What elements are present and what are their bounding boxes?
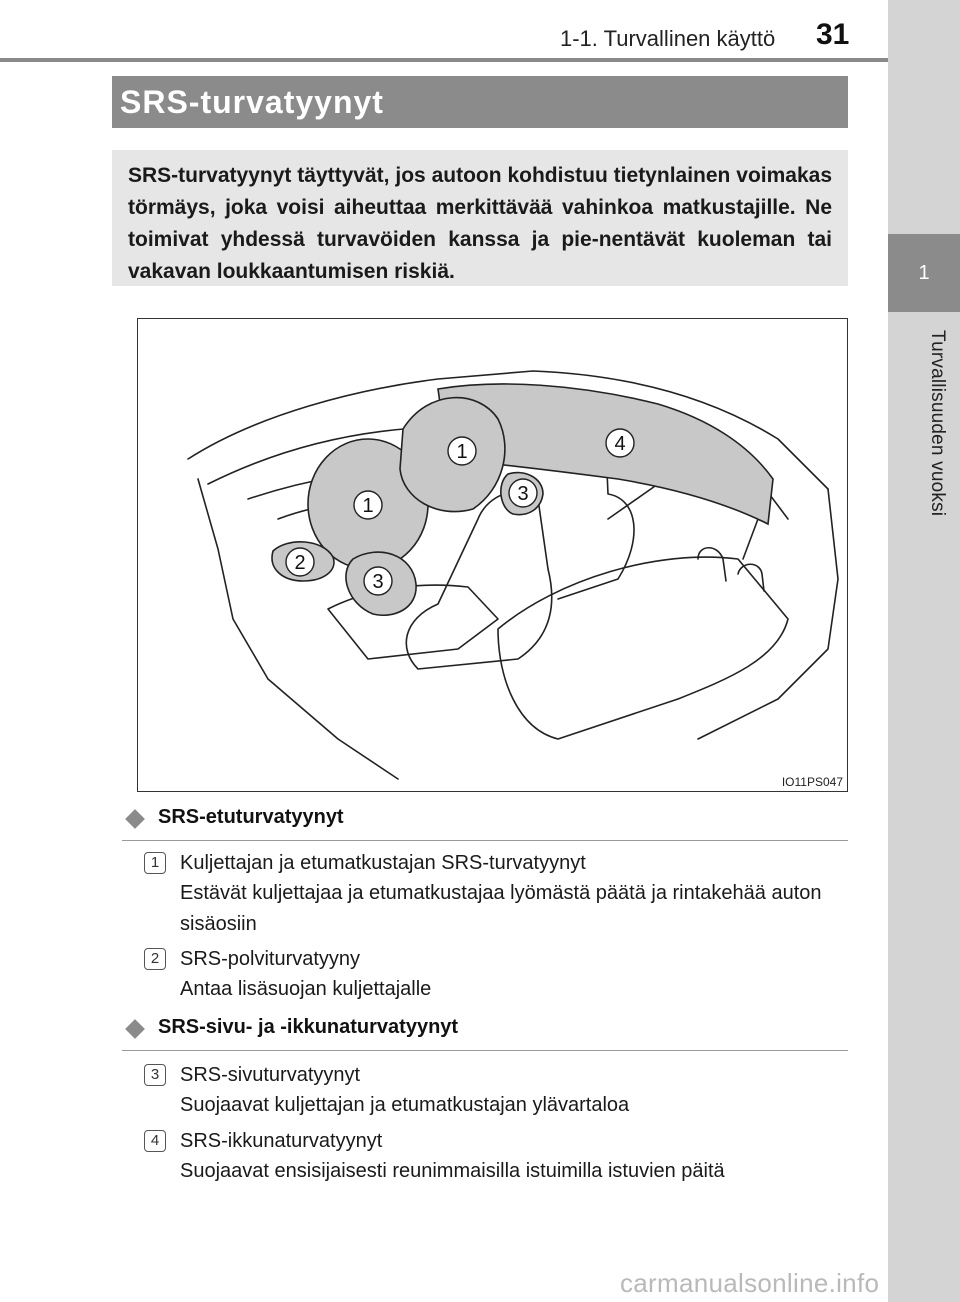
item-number-badge: 2 (144, 948, 166, 970)
diamond-bullet-icon (125, 809, 145, 829)
page-title: SRS-turvatyynyt (120, 84, 384, 120)
item-number-badge: 4 (144, 1130, 166, 1152)
title-banner (112, 76, 848, 128)
section-heading-label: SRS-sivu- ja -ikkunaturvatyynyt (158, 1016, 459, 1038)
item-title: SRS-ikkunaturvatyynyt (180, 1130, 383, 1152)
section-title: 1-1. Turvallinen käyttö (560, 26, 776, 51)
airbag-illustration (137, 318, 848, 792)
item-description: Antaa lisäsuojan kuljettajalle (180, 978, 432, 1000)
callout-label: 1 (362, 495, 374, 517)
callout-label: 3 (372, 571, 384, 593)
side-tab-strip (888, 0, 960, 1302)
chapter-label: Turvallisuuden vuoksi (927, 330, 948, 517)
intro-text: SRS-turvatyynyt täyttyvät, jos autoon kohdistuu tietynlainen voimakas törmäys, joka voisi aiheuttaa merkittävää vahinkoa matkustajille. Ne toimivat yhdessä turvavöiden kanssa ja pie-nentävät kuoleman tai vakavan loukkaantumisen riskiä. (128, 164, 832, 283)
list-item (144, 944, 854, 1006)
header-rule (0, 58, 888, 62)
figure-code: IO11PS047 (781, 775, 843, 789)
chapter-tab[interactable]: 1 (888, 234, 960, 312)
car-interior-drawing (138, 319, 847, 791)
intro-box (112, 150, 848, 286)
callout-label: 3 (517, 483, 529, 505)
list-item (144, 848, 854, 938)
callout-label: 4 (614, 433, 626, 455)
watermark: carmanualsonline.info (620, 1268, 880, 1298)
item-number-badge: 1 (144, 852, 166, 874)
item-title: SRS-polviturvatyyny (180, 948, 361, 970)
list-item (144, 1060, 854, 1122)
callout-label: 2 (294, 552, 306, 574)
item-description: Suojaavat kuljettajan ja etumatkustajan ylävartaloa (180, 1094, 630, 1116)
item-number-badge: 3 (144, 1064, 166, 1086)
item-title: SRS-sivuturvatyynyt (180, 1064, 361, 1086)
callout-label: 1 (456, 441, 468, 463)
section-heading-side-airbags (122, 1010, 848, 1051)
diamond-bullet-icon (125, 1019, 145, 1039)
list-item (144, 1126, 854, 1188)
item-description: Suojaavat ensisijaisesti reunimmaisilla istuimilla istuvien päitä (180, 1160, 725, 1182)
section-heading-label: SRS-etuturvatyynyt (158, 806, 344, 828)
item-title: Kuljettajan ja etumatkustajan SRS-turvatyynyt (180, 852, 586, 874)
item-description: Estävät kuljettajaa ja etumatkustajaa lyömästä päätä ja rintakehää auton sisäosiin (180, 882, 822, 935)
section-heading-front-airbags (122, 800, 848, 841)
page-number: 31 (816, 18, 850, 51)
